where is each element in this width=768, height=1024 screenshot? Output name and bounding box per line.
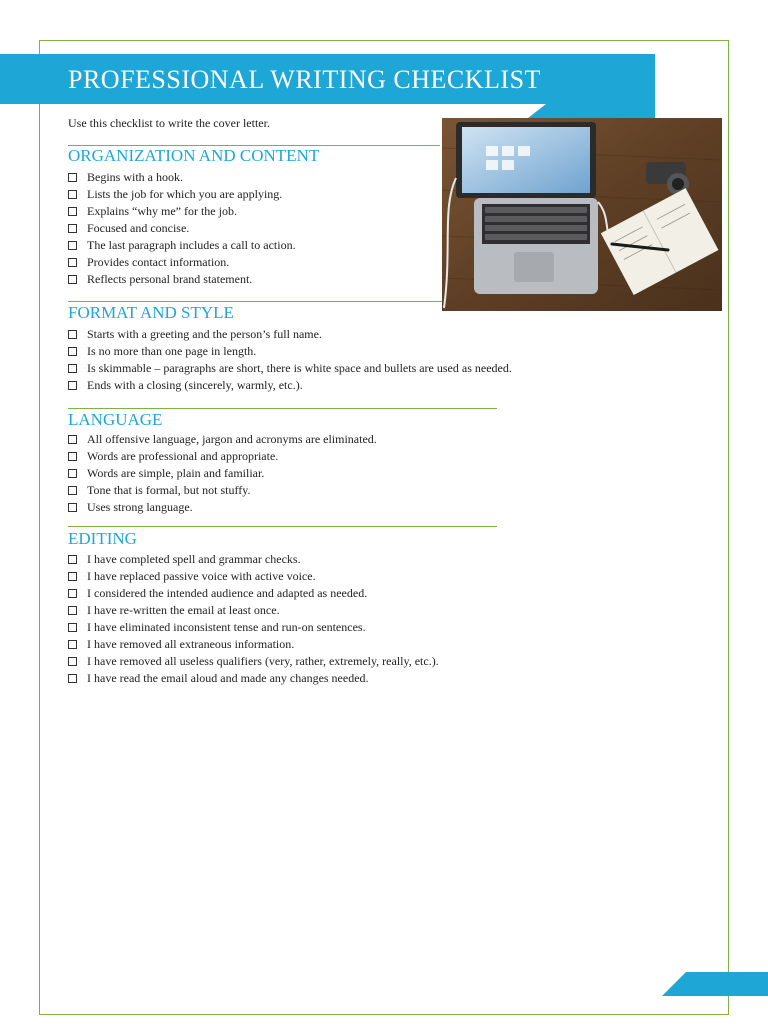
section-heading-editing: EDITING — [68, 529, 137, 548]
checkbox-icon[interactable] — [68, 241, 77, 250]
checkbox-icon[interactable] — [68, 640, 77, 649]
checklist-item[interactable]: Reflects personal brand statement. — [68, 271, 296, 288]
checklist-item[interactable]: Is no more than one page in length. — [68, 343, 512, 360]
section-rule — [68, 408, 497, 409]
section-rule — [68, 301, 442, 302]
checkbox-icon[interactable] — [68, 275, 77, 284]
checkbox-icon[interactable] — [68, 606, 77, 615]
checklist-item[interactable]: Explains “why me” for the job. — [68, 203, 296, 220]
checkbox-icon[interactable] — [68, 674, 77, 683]
checkbox-icon[interactable] — [68, 657, 77, 666]
section-heading-organization: ORGANIZATION AND CONTENT — [68, 146, 320, 165]
section-heading-format: FORMAT AND STYLE — [68, 303, 234, 322]
section-rule — [68, 145, 440, 146]
checklist-item[interactable]: I considered the intended audience and adapted as needed. — [68, 585, 439, 602]
checklist-item[interactable]: I have re-written the email at least once. — [68, 602, 439, 619]
checkbox-icon[interactable] — [68, 503, 77, 512]
checkbox-icon[interactable] — [68, 364, 77, 373]
checkbox-icon[interactable] — [68, 330, 77, 339]
checklist-item[interactable]: Starts with a greeting and the person’s full name. — [68, 326, 512, 343]
checklist-item[interactable]: The last paragraph includes a call to action. — [68, 237, 296, 254]
checkbox-icon[interactable] — [68, 347, 77, 356]
checkbox-icon[interactable] — [68, 572, 77, 581]
checklist-item[interactable]: Tone that is formal, but not stuffy. — [68, 482, 377, 499]
section-heading-language: LANGUAGE — [68, 410, 163, 429]
checklist-item[interactable]: Focused and concise. — [68, 220, 296, 237]
language-checklist — [68, 431, 377, 516]
intro-text: Use this checklist to write the cover letter. — [68, 116, 270, 130]
checkbox-icon[interactable] — [68, 486, 77, 495]
checklist-item[interactable]: Words are professional and appropriate. — [68, 448, 377, 465]
checkbox-icon[interactable] — [68, 435, 77, 444]
checkbox-icon[interactable] — [68, 190, 77, 199]
checkbox-icon[interactable] — [68, 469, 77, 478]
checkbox-icon[interactable] — [68, 589, 77, 598]
section-rule — [68, 526, 497, 527]
editing-checklist — [68, 551, 439, 687]
checkbox-icon[interactable] — [68, 207, 77, 216]
organization-checklist — [68, 169, 296, 288]
checklist-item[interactable]: I have replaced passive voice with active voice. — [68, 568, 439, 585]
checklist-item[interactable]: Uses strong language. — [68, 499, 377, 516]
checklist-item[interactable]: Ends with a closing (sincerely, warmly, etc.). — [68, 377, 512, 394]
checkbox-icon[interactable] — [68, 623, 77, 632]
checklist-item[interactable]: Is skimmable – paragraphs are short, there is white space and bullets are used as needed. — [68, 360, 512, 377]
checklist-item[interactable]: All offensive language, jargon and acronyms are eliminated. — [68, 431, 377, 448]
checkbox-icon[interactable] — [68, 381, 77, 390]
checklist-item[interactable]: Begins with a hook. — [68, 169, 296, 186]
checkbox-icon[interactable] — [68, 173, 77, 182]
checklist-item[interactable]: Provides contact information. — [68, 254, 296, 271]
checkbox-icon[interactable] — [68, 224, 77, 233]
checklist-item[interactable]: I have removed all useless qualifiers (very, rather, extremely, really, etc.). — [68, 653, 439, 670]
checklist-item[interactable]: Words are simple, plain and familiar. — [68, 465, 377, 482]
checklist-item[interactable]: I have completed spell and grammar checks. — [68, 551, 439, 568]
checkbox-icon[interactable] — [68, 258, 77, 267]
format-checklist — [68, 326, 512, 394]
checkbox-icon[interactable] — [68, 452, 77, 461]
checkbox-icon[interactable] — [68, 555, 77, 564]
laptop-desk-photo — [442, 118, 722, 311]
checklist-item[interactable]: I have read the email aloud and made any changes needed. — [68, 670, 439, 687]
title-banner-tail — [528, 104, 655, 118]
checklist-item[interactable]: I have eliminated inconsistent tense and run-on sentences. — [68, 619, 439, 636]
checklist-item[interactable]: Lists the job for which you are applying. — [68, 186, 296, 203]
checklist-item[interactable]: I have removed all extraneous information. — [68, 636, 439, 653]
page-title: PROFESSIONAL WRITING CHECKLIST — [68, 65, 541, 94]
